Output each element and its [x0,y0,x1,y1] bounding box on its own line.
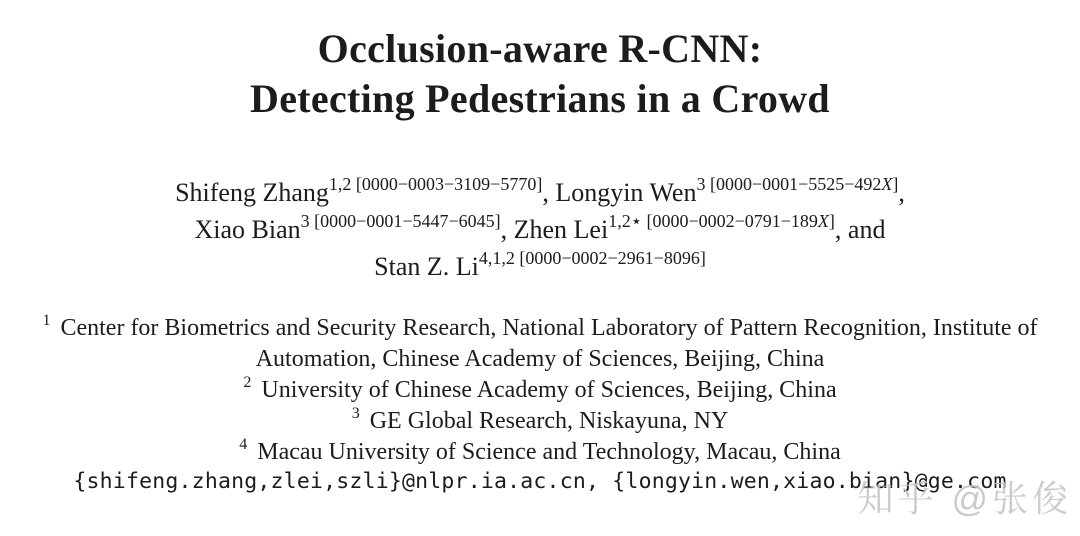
affiliation-line: $^3$ GE Global Research, Niskayuna, NY [351,405,729,434]
affiliation-number: 4 [239,436,248,454]
email-line: {shifeng.zhang,zlei,szli}@nlpr.ia.ac.cn, {longyin.wen,xiao.bian}@ge.com [73,469,1007,494]
paper-title-line-2: Detecting Pedestrians in a Crowd [250,76,830,121]
affiliation-line: $^1$ Center for Biometrics and Security Research, National Laboratory of Pattern Recognition, Institute of Automation, Chinese Academy of Sciences, Beijing, China [42,312,1038,372]
author-superscript: 1,2 [0000−0003−3109−5770] [328,174,543,195]
author-name-segment: , [500,215,514,244]
author-superscript: 3 [0000−0001−5447−6045] [300,211,501,232]
affiliation-number: 1 [42,312,51,330]
author-line [0,174,1080,211]
author-name-segment: Xiao Bian [194,215,301,244]
author-name-segment: , [898,178,905,207]
author-name-segment: Zhen Lei [513,215,609,244]
author-name-segment: Shifeng Zhang [175,178,329,207]
author-superscript: 3 [0000−0001−5525−492X] [696,174,899,195]
authors-block [0,174,1080,285]
author-line [0,211,1080,248]
author-line [0,248,1080,285]
affiliation-line: $^4$ Macau University of Science and Technology, Macau, China [239,436,841,465]
author-name-segment: , [542,178,556,207]
affiliation-line: $^2$ University of Chinese Academy of Sciences, Beijing, China [243,374,837,403]
author-superscript: 4,1,2 [0000−0002−2961−8096] [478,248,706,269]
author-name-segment: Longyin Wen [555,178,697,207]
affiliations-block [0,313,1080,468]
affiliation-number: 3 [351,405,360,423]
paper-title [0,0,1080,124]
affiliation-number: 2 [243,374,252,392]
author-superscript: 1,2⋆ [0000−0002−0791−189X] [608,211,835,232]
author-name-segment: Stan Z. Li [374,252,479,281]
watermark: 知乎 @张俊 [857,478,1072,519]
paper-title-line-1: Occlusion-aware R-CNN: [317,26,763,71]
author-name-segment: , and [834,215,886,244]
